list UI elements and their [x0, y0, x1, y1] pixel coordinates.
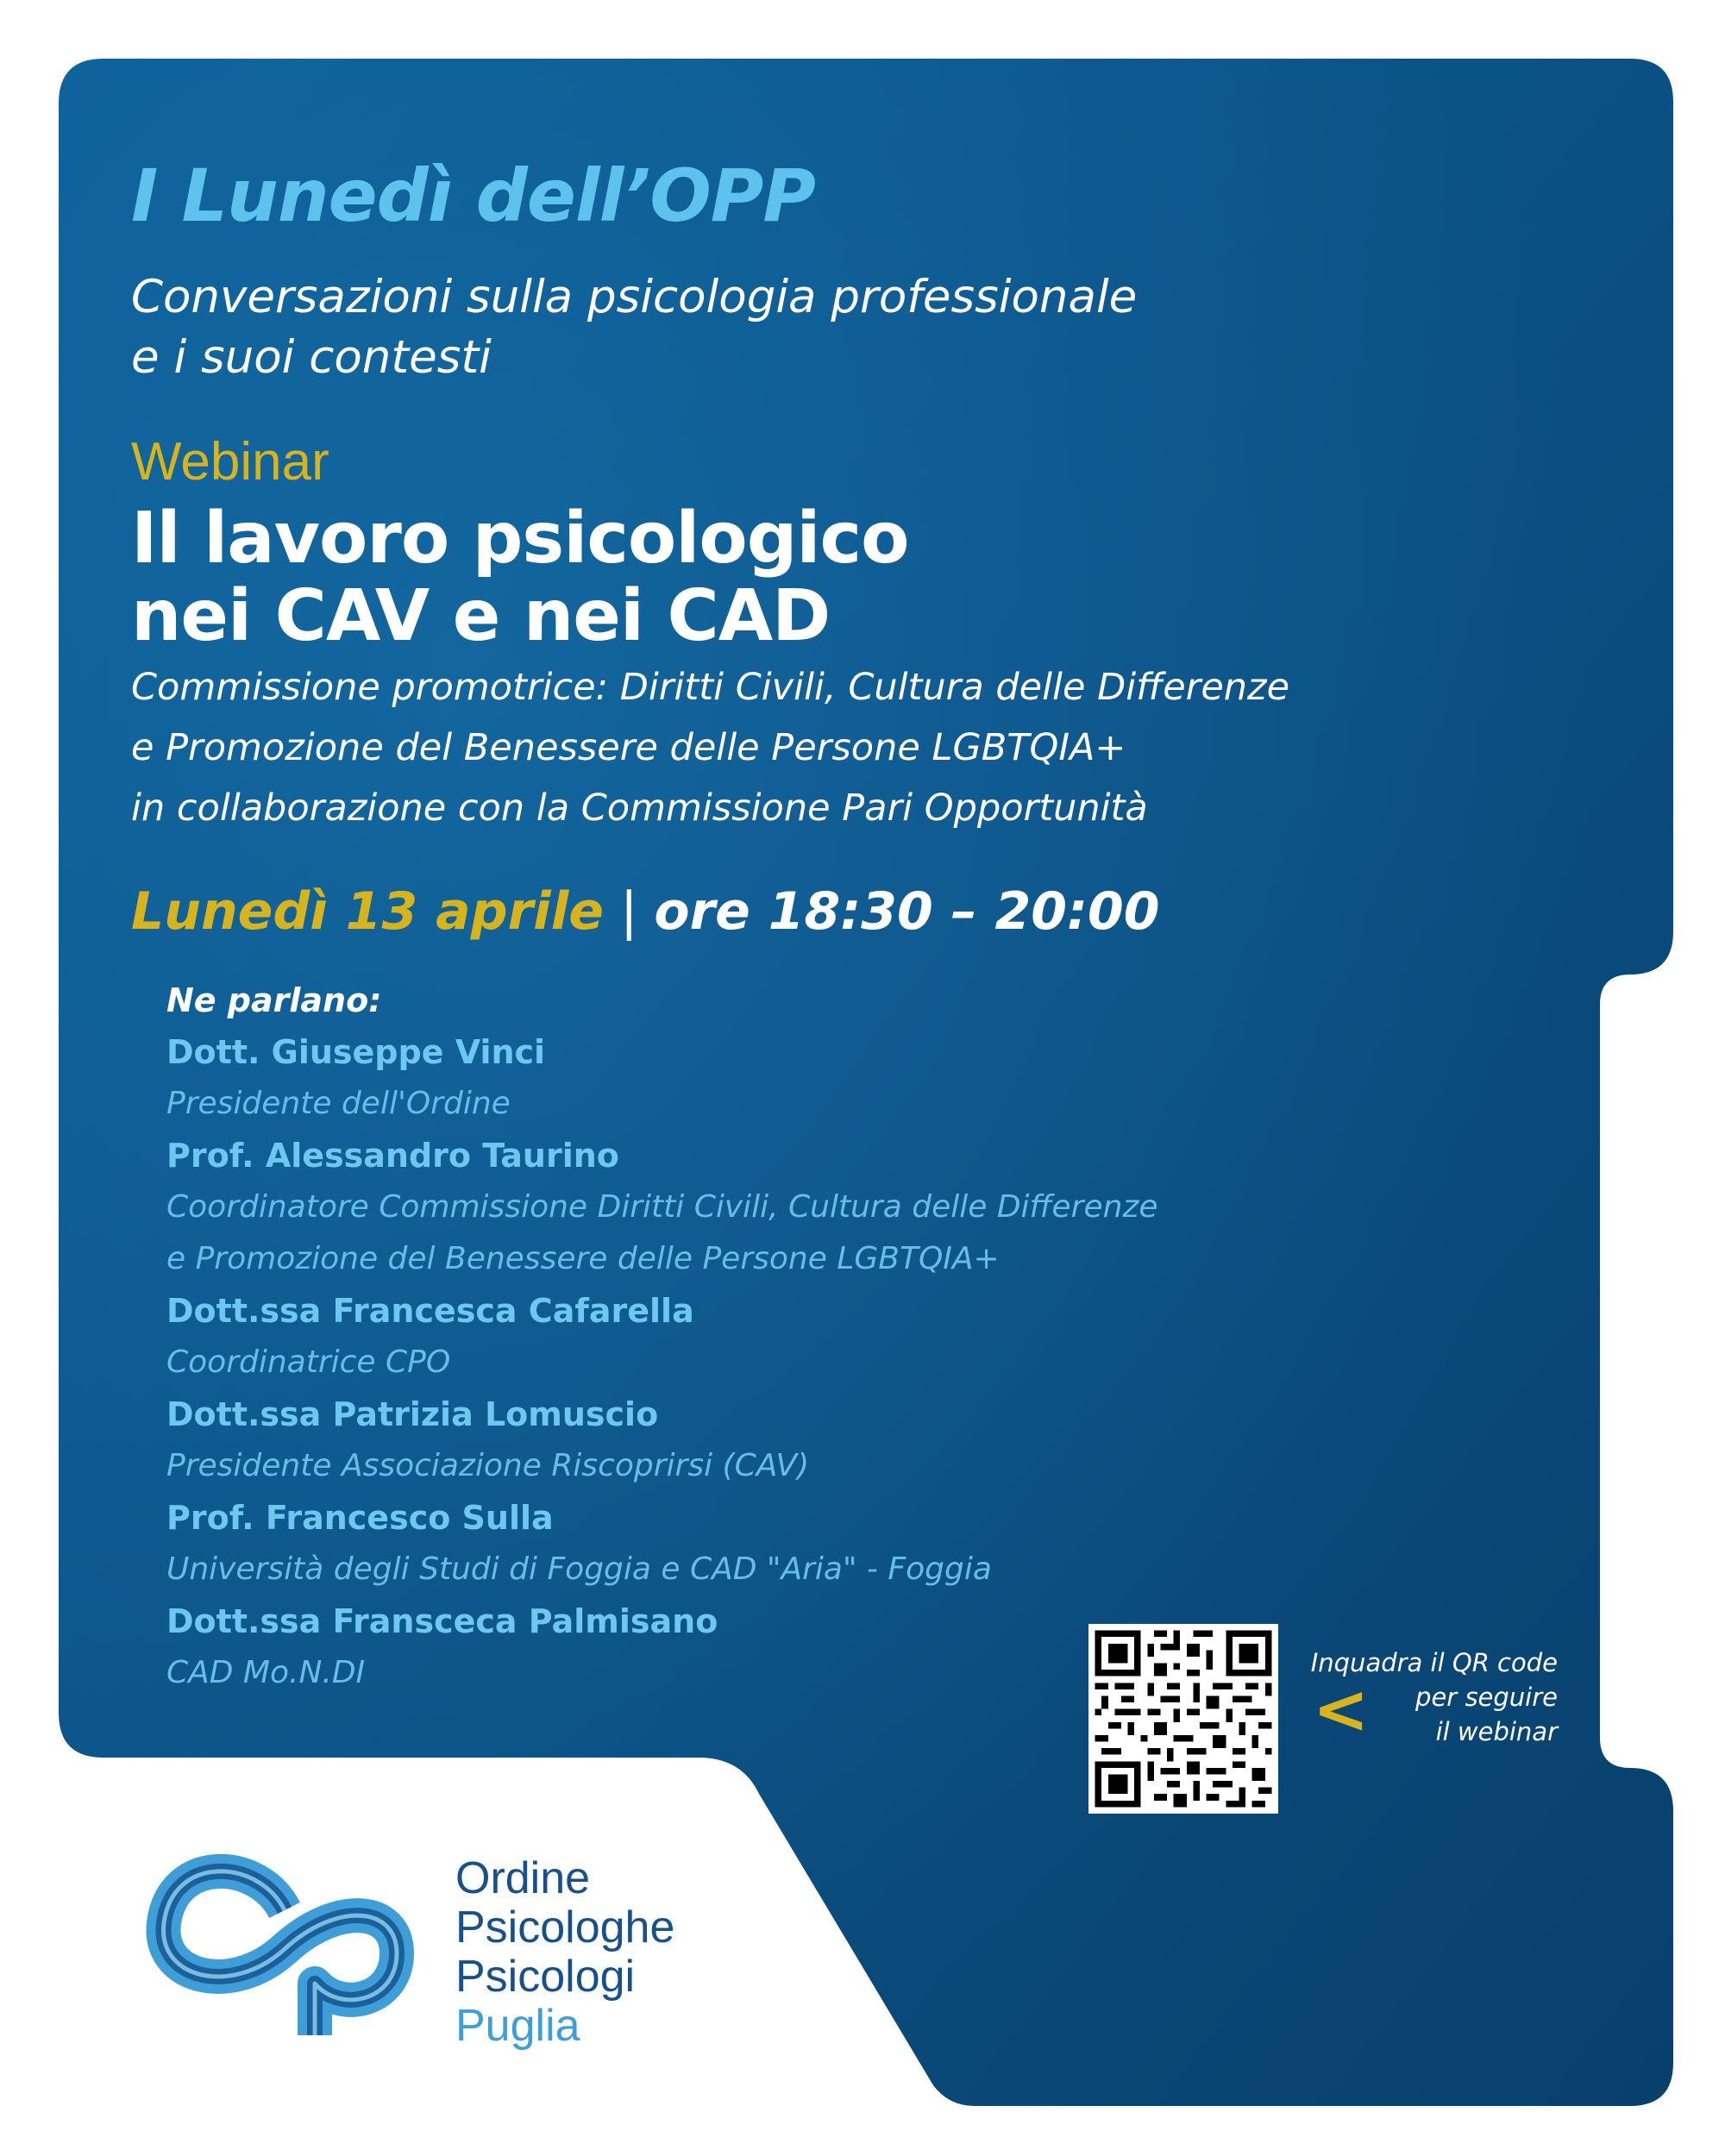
speaker-name: Dott.ssa Patrizia Lomuscio [166, 1395, 659, 1433]
speaker-role: Coordinatore Commissione Diritti Civili, Cultura delle Differenze [166, 1189, 1158, 1225]
speaker-role: Coordinatrice CPO [166, 1344, 451, 1380]
event-title-line: nei CAV e nei CAD [131, 575, 831, 657]
series-title: I Lunedì dell’OPP [131, 154, 815, 238]
promoter-line: e Promozione del Benessere delle Persone LGBTQIA+ [131, 726, 1126, 769]
speaker-name: Dott. Giuseppe Vinci [166, 1033, 546, 1071]
speaker-name: Prof. Alessandro Taurino [166, 1137, 619, 1175]
speaker-name: Dott.ssa Fransceca Palmisano [166, 1602, 718, 1640]
organization-name-line: Psicologi [455, 1952, 636, 2002]
event-time: ore 18:30 – 20:00 [654, 881, 1160, 942]
promoter-line: in collaborazione con la Commissione Pari Opportunità [131, 787, 1148, 830]
event-day: Lunedì 13 aprile [131, 881, 604, 942]
datetime-separator: | [604, 881, 655, 942]
organization-name-line: Psicologhe [455, 1902, 675, 1952]
qr-caption-line: per seguire [1415, 1683, 1558, 1712]
speaker-role: Università degli Studi di Foggia e CAD "Aria" - Foggia [166, 1551, 992, 1587]
event-datetime [131, 881, 1160, 942]
qr-caption-line: il webinar [1435, 1717, 1558, 1746]
promoter-info [131, 657, 1289, 838]
speaker-role: CAD Mo.N.DI [166, 1655, 366, 1690]
speaker-role: Presidente dell'Ordine [166, 1086, 511, 1121]
speaker-role: Presidente Associazione Riscoprirsi (CAV) [166, 1448, 810, 1483]
speakers-list [166, 975, 1201, 1699]
event-kind-label: Webinar [131, 432, 329, 492]
promoter-line: Commissione promotrice: Diritti Civili, Cultura delle Differenze [131, 666, 1290, 709]
qr-code[interactable] [1088, 1624, 1278, 1814]
series-subtitle-line: Conversazioni sulla psicologia professionale [131, 271, 1138, 323]
organization-name [455, 1854, 674, 2051]
speaker-name: Prof. Francesco Sulla [166, 1499, 554, 1537]
opp-logo-icon [121, 1828, 448, 2044]
qr-caption [1285, 1645, 1558, 1749]
speaker-role: e Promozione del Benessere delle Persone LGBTQIA+ [166, 1241, 1000, 1276]
speakers-intro: Ne parlano: [166, 981, 382, 1019]
qr-pointer-arrow-icon: < [1313, 1671, 1370, 1749]
series-subtitle [131, 267, 1137, 388]
event-title-line: Il lavoro psicologico [131, 498, 909, 580]
qr-code-image [1088, 1624, 1278, 1814]
qr-caption-line: Inquadra il QR code [1310, 1648, 1558, 1677]
organization-region: Puglia [455, 2001, 580, 2051]
speaker-name: Dott.ssa Francesca Cafarella [166, 1292, 694, 1330]
organization-name-line: Ordine [455, 1853, 591, 1903]
event-title [131, 500, 908, 655]
series-subtitle-line: e i suoi contesti [131, 331, 492, 384]
